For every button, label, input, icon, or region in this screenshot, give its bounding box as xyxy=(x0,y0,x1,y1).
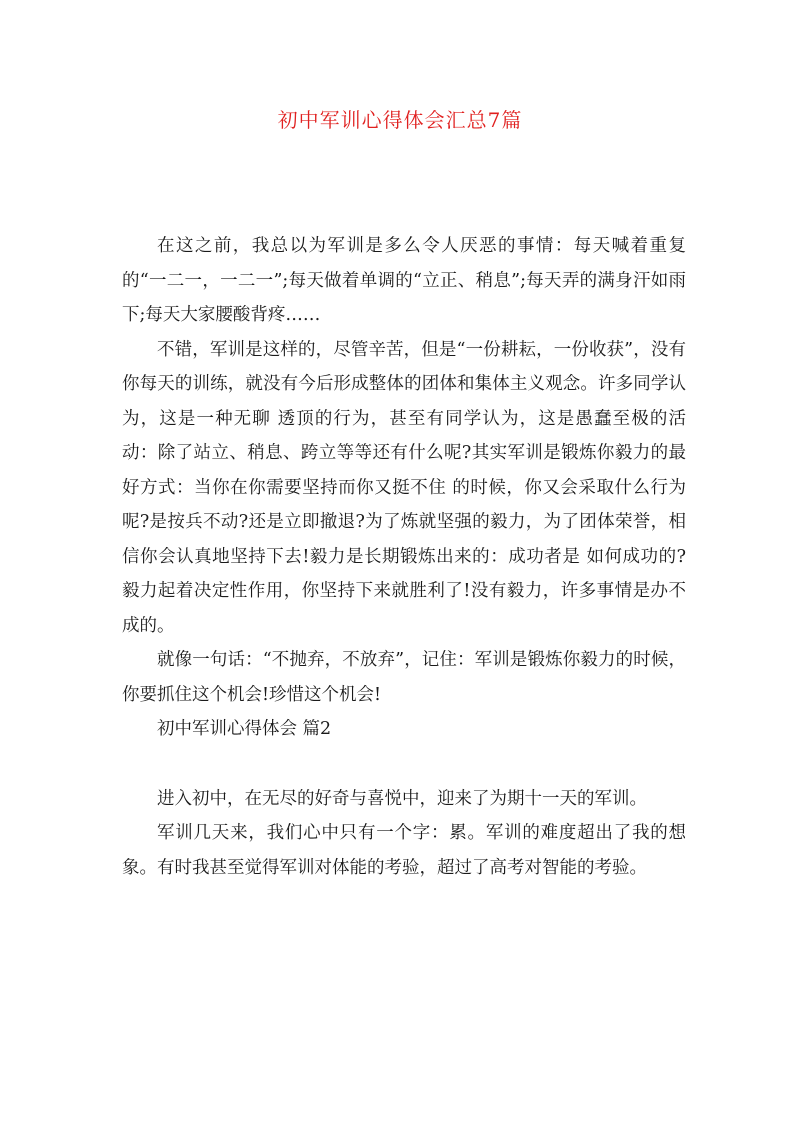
section-spacer xyxy=(122,747,686,782)
document-body xyxy=(122,229,686,885)
paragraph: 在这之前，我总以为军训是多么令人厌恶的事情：每天喊着重复的“一二一，一二一”;每天做着单调的“立正、稍息”;每天弄的满身汗如雨下;每天大家腰酸背疼…… xyxy=(122,236,686,325)
paragraph: 进入初中，在无尽的好奇与喜悦中，迎来了为期十一天的军训。 xyxy=(157,788,647,809)
paragraph: 不错，军训是这样的，尽管辛苦，但是“一份耕耘，一份收获”，没有你每天的训练，就没有今后形成整体的团体和集体主义观念。许多同学认为，这是一种无聊 透顶的行为，甚至有同学认为，这是愚蠢至极的活动：除了站立、稍息、跨立等等还有什么呢?其实军训是锻炼你毅力的最好方式：当你在你需要坚持而你又挺不住 的时候，你又会采取什么行为呢?是按兵不动?还是立即撤退?为了炼就坚强的毅力，为了团体荣誉，相信你会认真地坚持下去!毅力是长期锻炼出来的：成功者是 如何成功的?毅力起着决定性作用，你坚持下来就胜利了!没有毅力，许多事情是办不成的。 xyxy=(122,339,686,636)
section-heading: 初中军训心得体会 篇2 xyxy=(157,719,332,739)
paragraph: 就像一句话：“不抛弃，不放弃”，记住：军训是锻炼你毅力的时候，你要抓住这个机会!珍惜这个机会! xyxy=(122,650,686,705)
paragraph: 军训几天来，我们心中只有一个字：累。军训的难度超出了我的想象。有时我甚至觉得军训对体能的考验，超过了高考对智能的考验。 xyxy=(122,823,686,878)
document-title: 初中军训心得体会汇总7篇 xyxy=(277,108,523,132)
